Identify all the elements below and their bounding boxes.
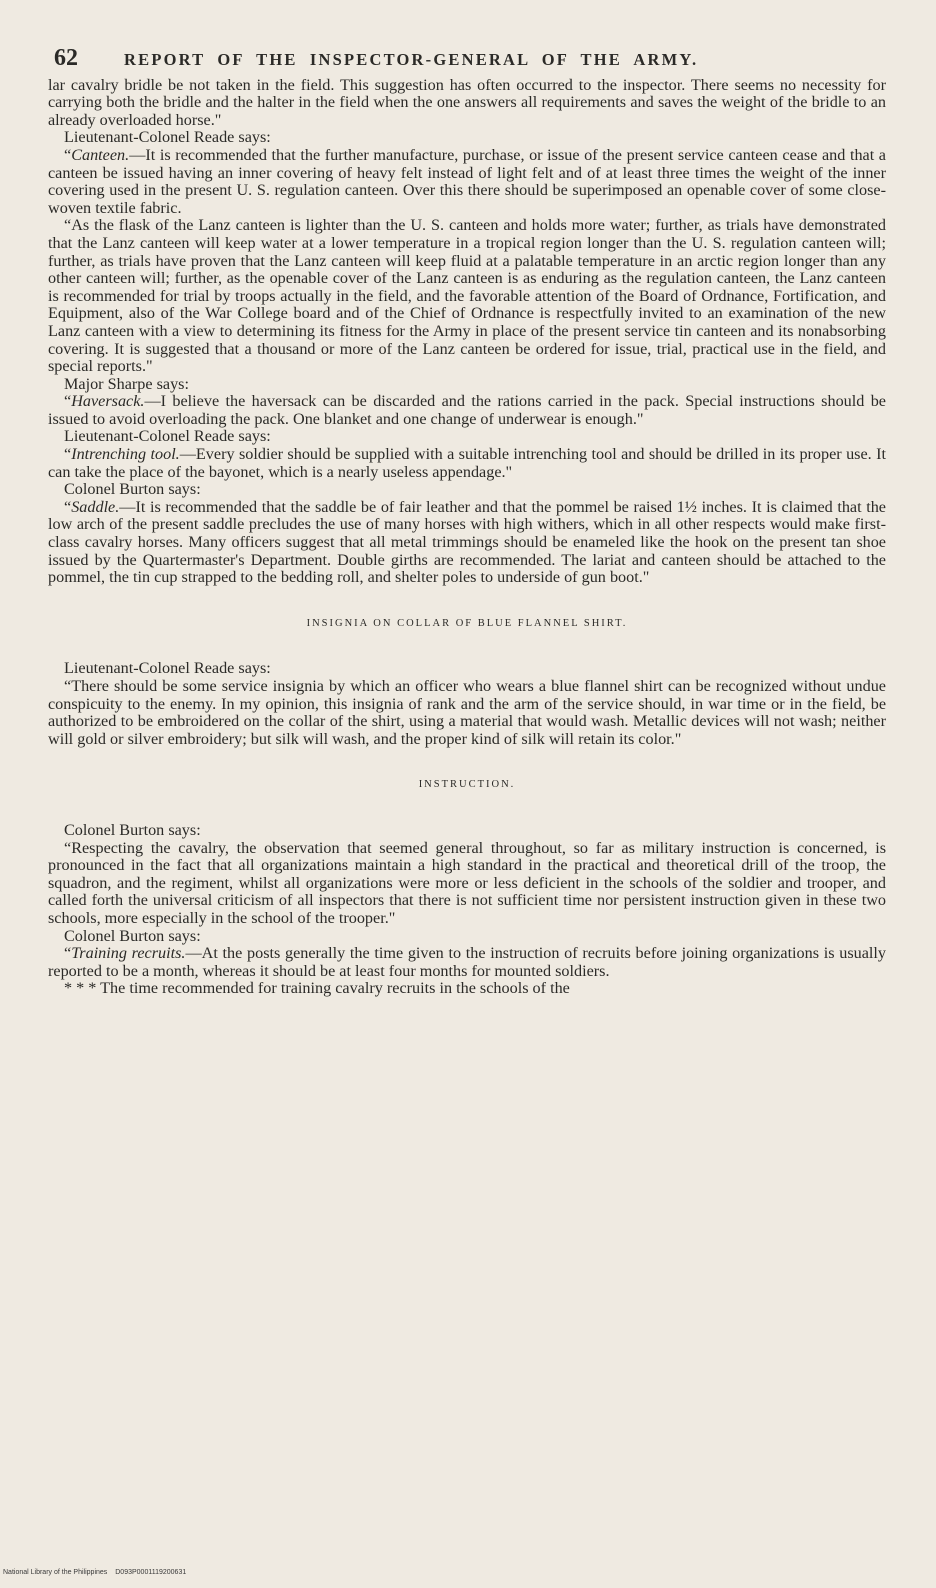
footer-library: National Library of the Philippines <box>3 1569 108 1577</box>
quoted-paragraph: “As the flask of the Lanz canteen is lighter than the U. S. canteen and holds more water; further, as trials have demonstrated that the Lanz canteen will keep water at a lower temperature in a tropical region longer than the U. S. regulation canteen will; further, as trials have proven that the Lanz canteen will keep fluid at a palatable temperature in an arctic region longer than any other canteen will; further, as the openable cover of the Lanz canteen is as enduring as the regulation canteen, the Lanz canteen is recommended for trial by troops actually in the field, and the favorable attention of the Board of Ordnance, Fortification, and Equipment, also of the War College board and of the Chief of Ordnance is respectfully invited to an examination of the new Lanz canteen with a view to determining its fitness for the Army in place of the present service tin canteen and its nonabsorbing covering. It is suggested that a thousand or more of the Lanz canteen be ordered for issue, trial, practical use in the field, and special reports." <box>48 216 886 376</box>
paragraph: * * * The time recommended for training cavalry recruits in the schools of the <box>64 979 570 998</box>
paragraph-lead: Canteen. <box>71 145 130 164</box>
document-body <box>48 77 886 998</box>
paragraph-lead: Saddle. <box>71 497 120 516</box>
page-number: 62 <box>54 45 78 71</box>
paragraph-lead: Intrenching tool. <box>71 445 180 464</box>
speaker-line: Lieutenant-Colonel Reade says: <box>64 427 271 446</box>
quoted-paragraph: “There should be some service insignia by which an officer who wears a blue flannel shirt can be recognized without undue conspicuity to the enemy. In my opinion, this insignia of rank and the arm of the service should, in war time or in the field, be authorized to be embroidered on the collar of the shirt, using a material that would wash. Metallic devices will not wash; neither will gold or silver embroidery; but silk will wash, and the proper kind of silk will retain its color." <box>48 677 886 748</box>
speaker-line: Lieutenant-Colonel Reade says: <box>64 659 271 678</box>
quoted-paragraph: “Saddle.—It is recommended that the saddle be of fair leather and that the pommel be raised 1½ inches. It is claimed that the low arch of the present saddle precludes the use of many horses with high withers, which in all other respects would make first-class cavalry horses. Many officers suggest that all metal trimmings should be enameled like the hook on the present tan shoe issued by the Quartermaster's Department. Double girths are recommended. The lariat and canteen should be attached to the pommel, the tin cup strapped to the bedding roll, and shelter poles to underside of gun boot." <box>48 497 886 587</box>
quoted-paragraph: “Canteen.—It is recommended that the further manufacture, purchase, or issue of the present service canteen cease and that a canteen be issued having an inner covering of heavy felt instead of light felt and of at least three times the weight of the inner covering used in the present U. S. regulation canteen. Over this there should be superimposed an openable cover of some close-woven textile fabric. <box>48 145 886 217</box>
footer-code: D093P0001119200631 <box>115 1569 187 1577</box>
speaker-line: Colonel Burton says: <box>64 820 201 839</box>
section-heading: INSTRUCTION. <box>418 779 516 791</box>
speaker-line: Major Sharpe says: <box>64 374 189 393</box>
speaker-line: Colonel Burton says: <box>64 926 201 945</box>
quoted-paragraph: “Respecting the cavalry, the observation that seemed general throughout, so far as military instruction is concerned, is pronounced in the fact that all organizations maintain a high standard in the practical and theoretical drill of the troop, the squadron, and the regiment, whilst all organizations were more or less deficient in the schools of the soldier and trooper, and called forth the universal criticism of all inspectors that there is not sufficient time nor persistent instruction given in these two schools, more especially in the school of the trooper." <box>48 838 886 927</box>
speaker-line: Colonel Burton says: <box>64 480 201 499</box>
quoted-paragraph: “Haversack.—I believe the haversack can be discarded and the rations carried in the pack. Special instructions should be issued to avoid overloading the pack. One blanket and one change of underwear is enough." <box>48 392 886 428</box>
paragraph-lead: Haversack. <box>71 392 145 411</box>
scan-footer <box>3 1564 192 1582</box>
quoted-paragraph: “Intrenching tool.—Every soldier should be supplied with a suitable intrenching tool and should be drilled in its proper use. It can take the place of the bayonet, which is a nearly useless appendage." <box>48 445 886 481</box>
running-title: REPORT OF THE INSPECTOR-GENERAL OF THE ARMY. <box>124 50 699 69</box>
paragraph: lar cavalry bridle be not taken in the field. This suggestion has often occurred to the inspector. There seems no necessity for carrying both the bridle and the halter in the field when the one answers all requirements and saves the weight of the bridle to an already overloaded horse." <box>48 75 886 129</box>
page-header <box>48 45 886 71</box>
speaker-line: Lieutenant-Colonel Reade says: <box>64 128 271 147</box>
paragraph-lead: Training recruits. <box>71 944 186 963</box>
quoted-paragraph: “Training recruits.—At the posts generally the time given to the instruction of recruits before joining organizations is usually reported to be a month, whereas it should be at least four months for mounted soldiers. <box>48 944 886 980</box>
section-heading: INSIGNIA ON COLLAR OF BLUE FLANNEL SHIRT. <box>306 617 628 629</box>
